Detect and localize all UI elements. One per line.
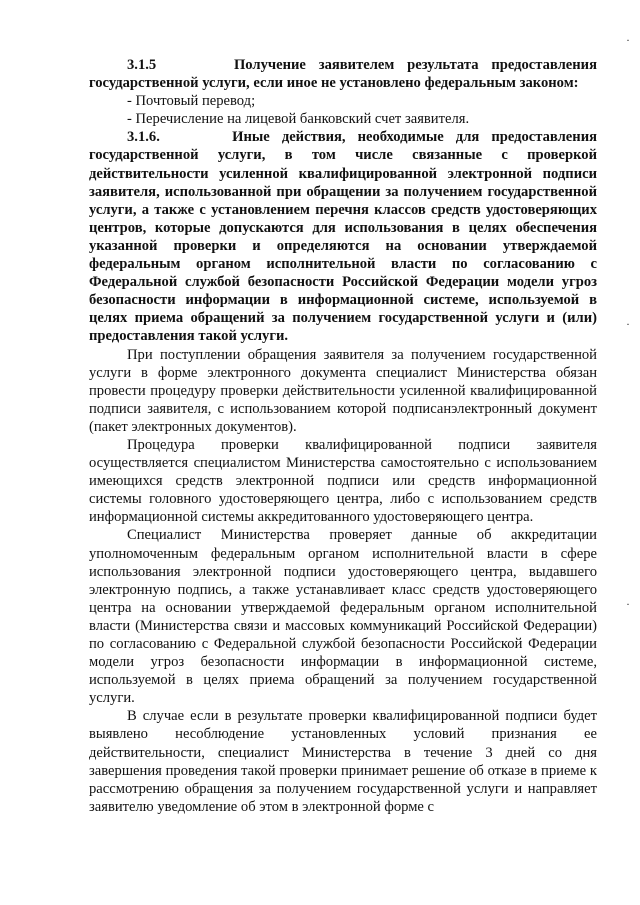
list-item: - Почтовый перевод; xyxy=(127,93,256,110)
body-paragraph: Специалист Министерства проверяет данные об аккредитации уполномоченным федеральным органом исполнительной власти в сфере использования электронной подписи удостоверяющего центра, выдавшего электронную подпись, а также устанавливает класс средств удостоверяющего центра на основании утверждаемой федеральным органом исполнительной власти (Министерства связи и массовых коммуникаций Российской Федерации) по согласованию с Федеральной службой безопасности Российской Федерации модели угроз безопасности информации в информационной системе, используемой в целях приема обращений за получением государственной услуги. xyxy=(89,527,597,707)
section-number: 3.1.6. xyxy=(127,129,160,146)
section-heading-text: Получение заявителем результата предоставления государственной услуги, если иное не установлено федеральным законом: xyxy=(89,57,597,92)
document-page xyxy=(89,56,597,816)
body-paragraph: В случае если в результате проверки квалифицированной подписи будет выявлено несоблюдение установленных условий признания ее действительности, специалист Министерства в течение 3 дней со дня завершения проведения такой проверки принимает решение об отказе в приеме к рассмотрению обращения за получением государственной услуги и направляет заявителю уведомление об этом в электронной форме с xyxy=(89,708,597,815)
scan-mark: · xyxy=(626,317,630,331)
section-3-1-5-heading xyxy=(89,56,597,92)
section-number: 3.1.5 xyxy=(127,57,157,73)
list-item: - Перечисление на лицевой банковский счет заявителя. xyxy=(127,111,470,128)
section-heading-text: Иные действия, необходимые для предоставления государственной услуги, в том числе связанные с проверкой действительности усиленной квалифицированной электронной подписи заявителя, использованной при обращении за получением государственной услуги, а также с установлением перечня классов средств удостоверяющих центров, которые допускаются для использования в целях обеспечения указанной проверки и определяются на основании утверждаемой федеральным органом исполнительной власти по согласованию с Федеральной службой безопасности Российской Федерации модели угроз безопасности информации в информационной системе, используемой в целях приема обращений за получением государственной услуги и (или) предоставления такой услуги. xyxy=(89,129,597,345)
section-3-1-6-heading xyxy=(89,128,597,345)
body-paragraph: Процедура проверки квалифицированной подписи заявителя осуществляется специалистом Министерства самостоятельно с использованием имеющихся средств электронной подписи или средств информационной системы головного удостоверяющего центра, либо с использованием средств информационной системы аккредитованного удостоверяющего центра. xyxy=(89,436,597,526)
body-paragraph: При поступлении обращения заявителя за получением государственной услуги в форме электронного документа специалист Министерства обязан провести процедуру проверки действительности усиленной квалифицированной подписи заявителя, с использованием которой подписанэлектронный документ (пакет электронных документов). xyxy=(89,346,597,435)
scan-mark: · xyxy=(626,33,630,47)
scan-mark: · xyxy=(626,597,630,611)
